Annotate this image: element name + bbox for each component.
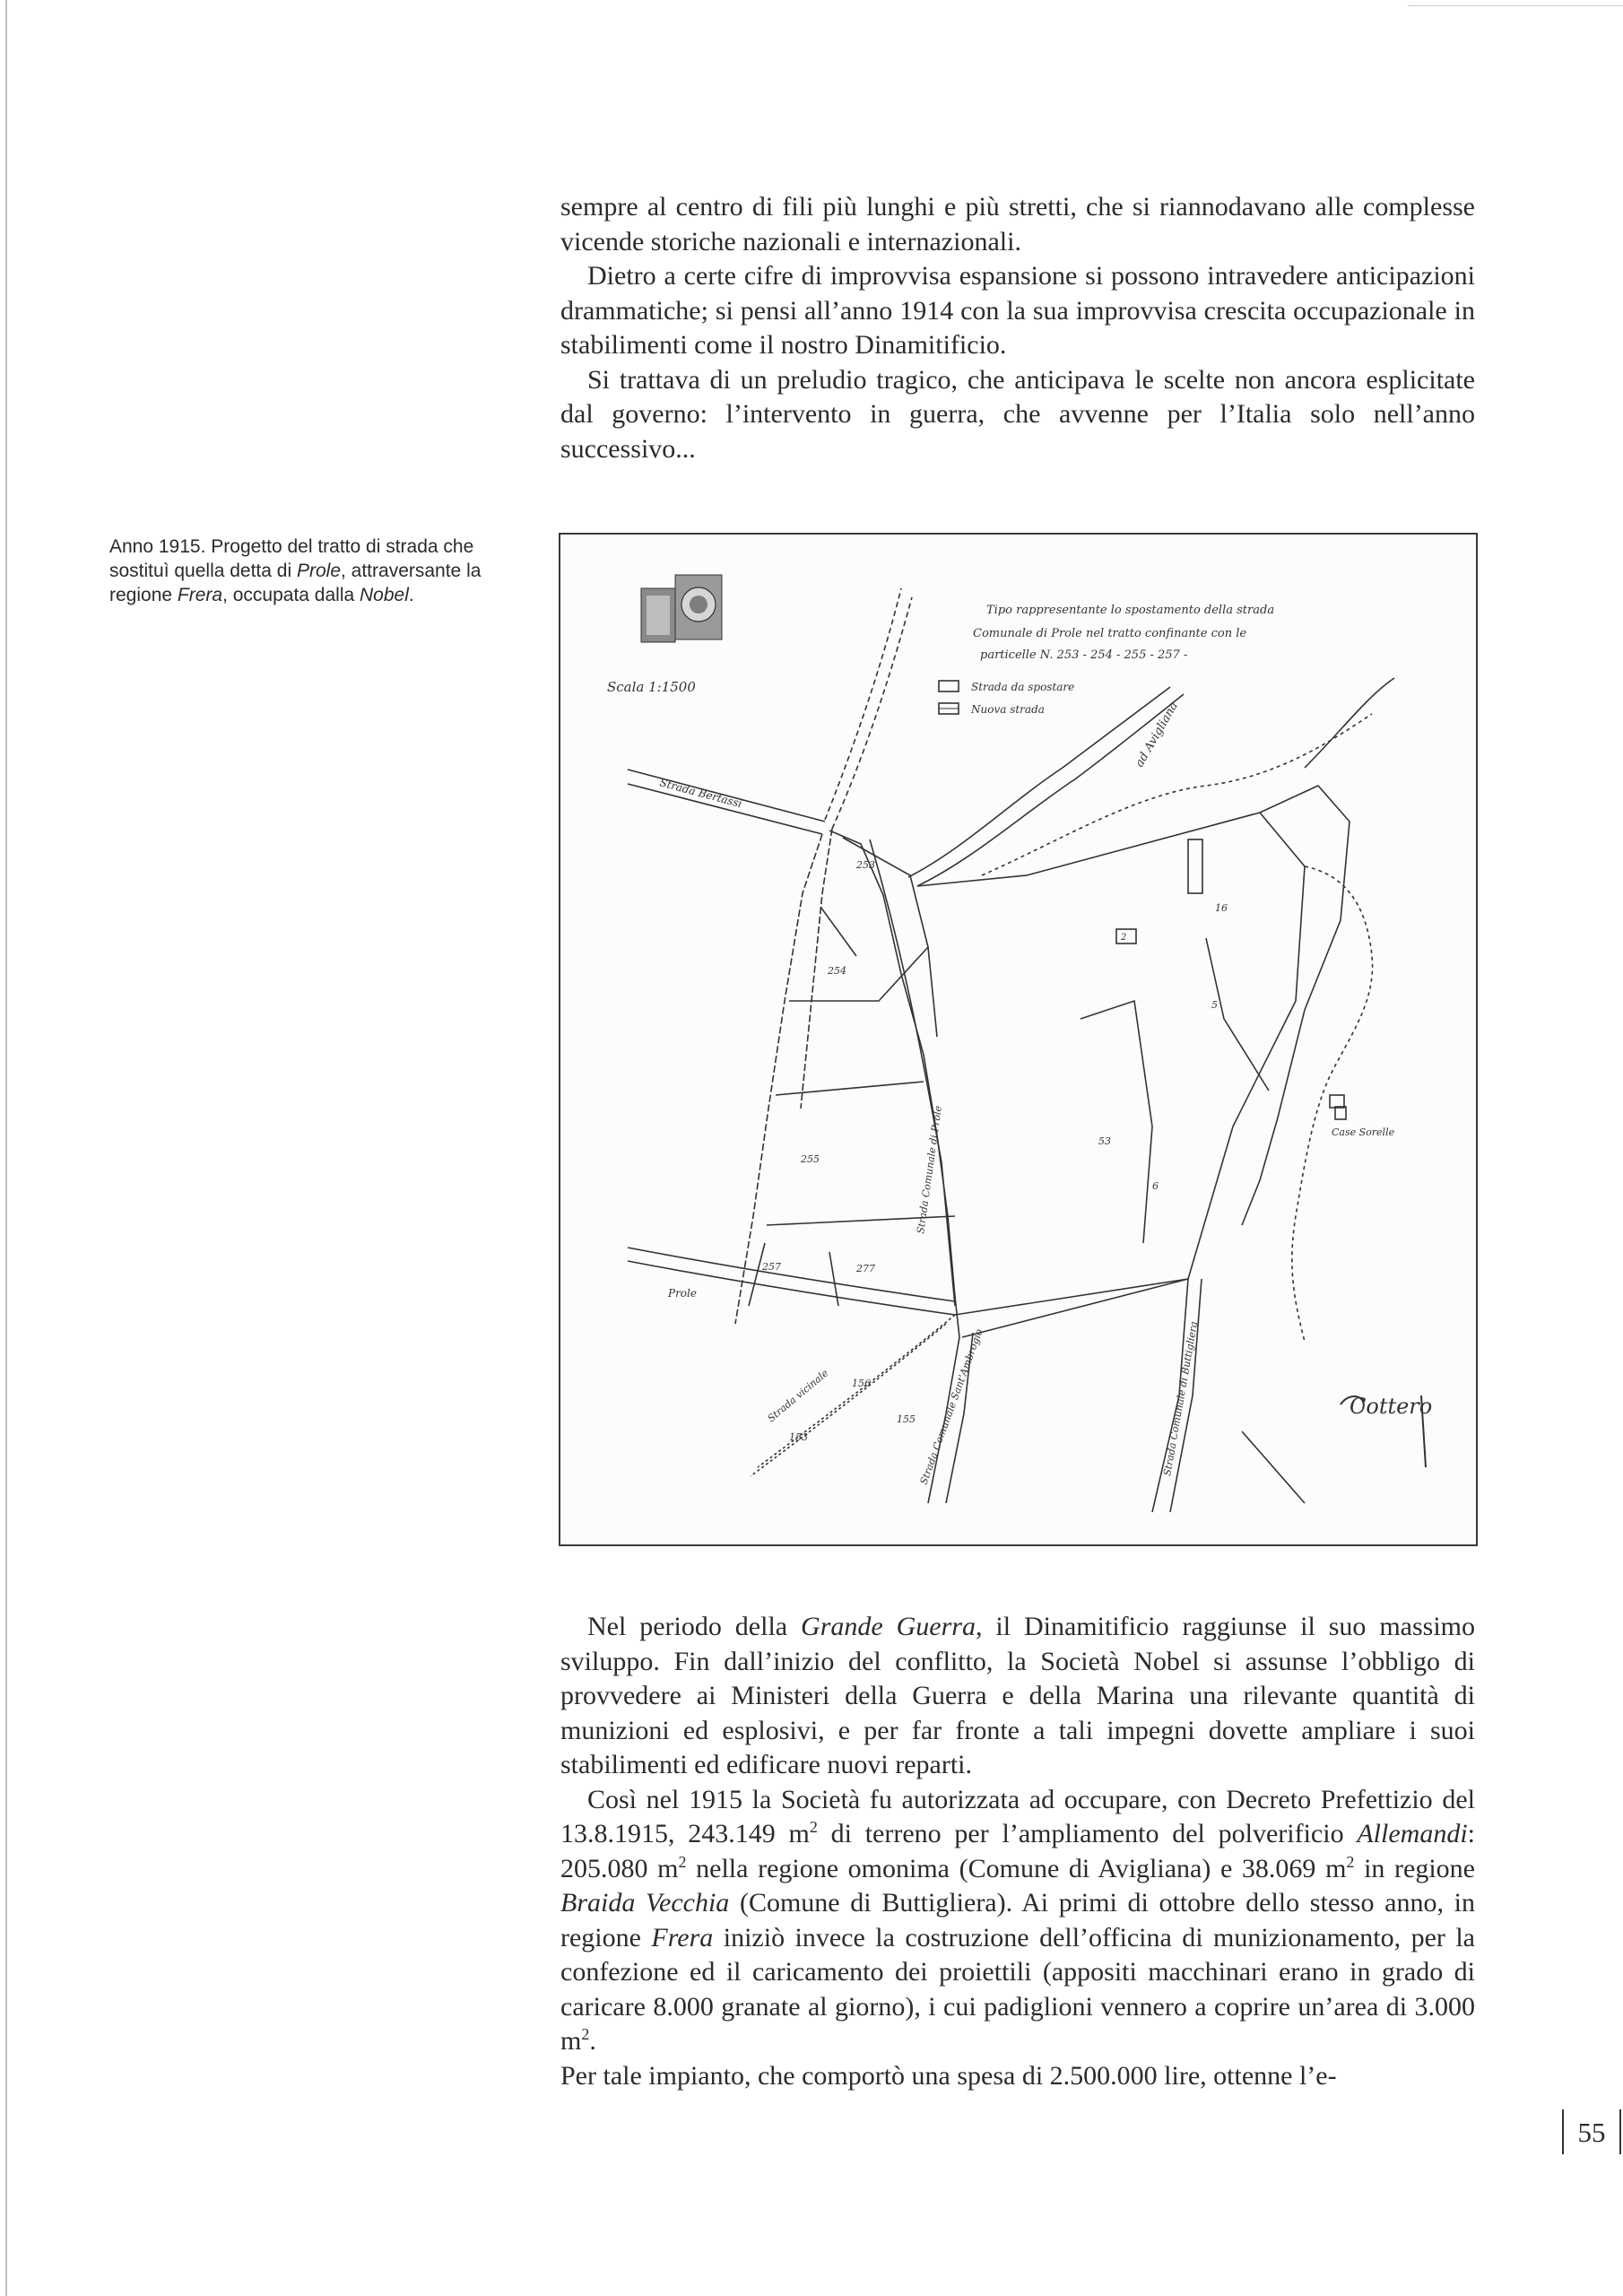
parcel-number: 253 (856, 859, 875, 871)
parcel-main (917, 813, 1305, 1337)
paragraph: sempre al centro di fili più lunghi e più stretti, che si riannodavano alle complesse vicende storiche nazionali e internazionali. (560, 192, 1475, 257)
map-title-line: Tipo rappresentante lo spostamento della strada (986, 604, 1275, 617)
page-number: 55 (1577, 2117, 1606, 2148)
legend-label: Nuova strada (971, 703, 1045, 716)
scan-edge (5, 0, 7, 2296)
road-label: Strada vicinale (765, 1367, 831, 1425)
caption-emphasis: Prole (296, 561, 341, 581)
top-text (560, 190, 1475, 466)
road-comunale-prole (870, 839, 955, 1306)
parcel-number: 254 (828, 965, 846, 977)
caption-emphasis: Nobel (360, 585, 409, 605)
emphasis: Braida Vecchia (560, 1888, 730, 1918)
road-label: Prole (668, 1287, 697, 1300)
revenue-stamps (641, 575, 722, 642)
parcel-number: 2 (1121, 933, 1127, 943)
paragraph: Dietro a certe cifre di improvvisa espansione si possono intravedere anticipazioni drammatiche; si pensi all’anno 1914 con la sua improvvisa crescita occupazionale in stabilimenti come il nostro Dinamitificio. (560, 261, 1475, 360)
road-avigliana (908, 687, 1184, 886)
building (1188, 839, 1202, 893)
paragraph: Nel periodo della Grande Guerra, il Dinamitificio raggiunse il suo massimo sviluppo. Fin dall’inizio del conflitto, la Società Nobel si assunse l’obbligo di provvedere ai Ministeri della Guerra e della Marina una rilevante quantità di munizioni ed esplosivi, e per far fronte a tali impegni dovette ampliare i suoi stabilimenti ed edificare nuovi reparti. (560, 1612, 1475, 1779)
page-number-rule (1562, 2109, 1564, 2154)
parcel-number: 156 (852, 1378, 871, 1389)
cadastral-map (560, 535, 1476, 1544)
parcel-number: 5 (1211, 999, 1218, 1011)
building (1335, 1107, 1346, 1119)
superscript: 2 (1346, 1852, 1355, 1871)
scan-edge (1408, 5, 1623, 6)
parcel-number: 257 (762, 1261, 781, 1273)
river (982, 714, 1373, 1342)
road-vicinale (751, 1315, 955, 1476)
caption-emphasis: Frera (177, 585, 223, 605)
emphasis: Frera (651, 1922, 714, 1952)
parcel-number: 255 (801, 1153, 820, 1165)
legend-label: Strada da spostare (971, 681, 1075, 693)
parcel-number: 6 (1152, 1180, 1159, 1192)
signature: Cottero (1350, 1394, 1433, 1419)
superscript: 2 (581, 2025, 590, 2043)
map-scale: Scala 1:1500 (607, 679, 696, 695)
paragraph: Per tale impianto, che comportò una spesa di 2.500.000 lire, ottenne l’e- (560, 2060, 1337, 2091)
parcel-number: 16 (1215, 902, 1228, 914)
map-figure (559, 533, 1478, 1546)
emphasis: Grande Guerra (801, 1612, 976, 1641)
road-label: Strada Comunale di Buttigliera (1161, 1320, 1201, 1477)
road-north (825, 588, 912, 829)
road-label: Strada Bertassi (658, 776, 744, 811)
parcel-number: 277 (856, 1263, 875, 1274)
map-title-line: Comunale di Prole nel tratto confinante con le (973, 627, 1247, 640)
place-label: Case Sorelle (1332, 1126, 1395, 1138)
map-title-line: particelle N. 253 - 254 - 255 - 257 - (980, 648, 1188, 662)
page-number-rule (1619, 2109, 1621, 2154)
building (1330, 1095, 1344, 1108)
emphasis: Allemandi (1357, 1819, 1468, 1848)
superscript: 2 (809, 1818, 818, 1836)
parcel-number: 53 (1098, 1135, 1111, 1147)
bottom-text (560, 1610, 1475, 2093)
road-label: Strada Comunale di Prole (915, 1105, 945, 1235)
road-label: ad Avigliana (1133, 700, 1182, 770)
paragraph: Si trattava di un preludio tragico, che anticipava le scelte non ancora esplicitate dal governo: l’intervento in guerra, che avvenne per l’Italia solo nell’anno successivo... (560, 364, 1475, 464)
superscript: 2 (678, 1852, 687, 1871)
parcel-number: 155 (897, 1413, 916, 1425)
road-label: Strada Comunale Sant'Ambrogio (917, 1326, 985, 1487)
parcel-boundaries (735, 829, 832, 1324)
road-prole (628, 1248, 1188, 1315)
figure-caption: Anno 1915. Progetto del tratto di strada che sostituì quella detta di Prole, attraversante la regione Frera, occupata dalla Nobel. (109, 536, 482, 605)
map-legend (939, 681, 1074, 716)
paragraph: Così nel 1915 la Società fu autorizzata ad occupare, con Decreto Prefettizio del 13.8.1915, 243.149 $m^2$ di terreno per l’ampliamento del polverificio Allemandi: 205.080 $m^2$ nella regione omonima (Comune di Avigliana) e 38.069 $m^2$ in regione Braida Vecchia (Comune di Buttigliera). Ai primi di ottobre dello stesso anno, in regione Frera iniziò invece la costruzione dell’officina di munizionamento, per la confezione ed il caricamento dei proiettili (appositi macchinari erano in grado di caricare 8.000 granate al giorno), i cui padiglioni vennero a coprire un’area di 3.000 $m^2$. (560, 1784, 1476, 2056)
parcel-number: 153 (789, 1431, 808, 1443)
